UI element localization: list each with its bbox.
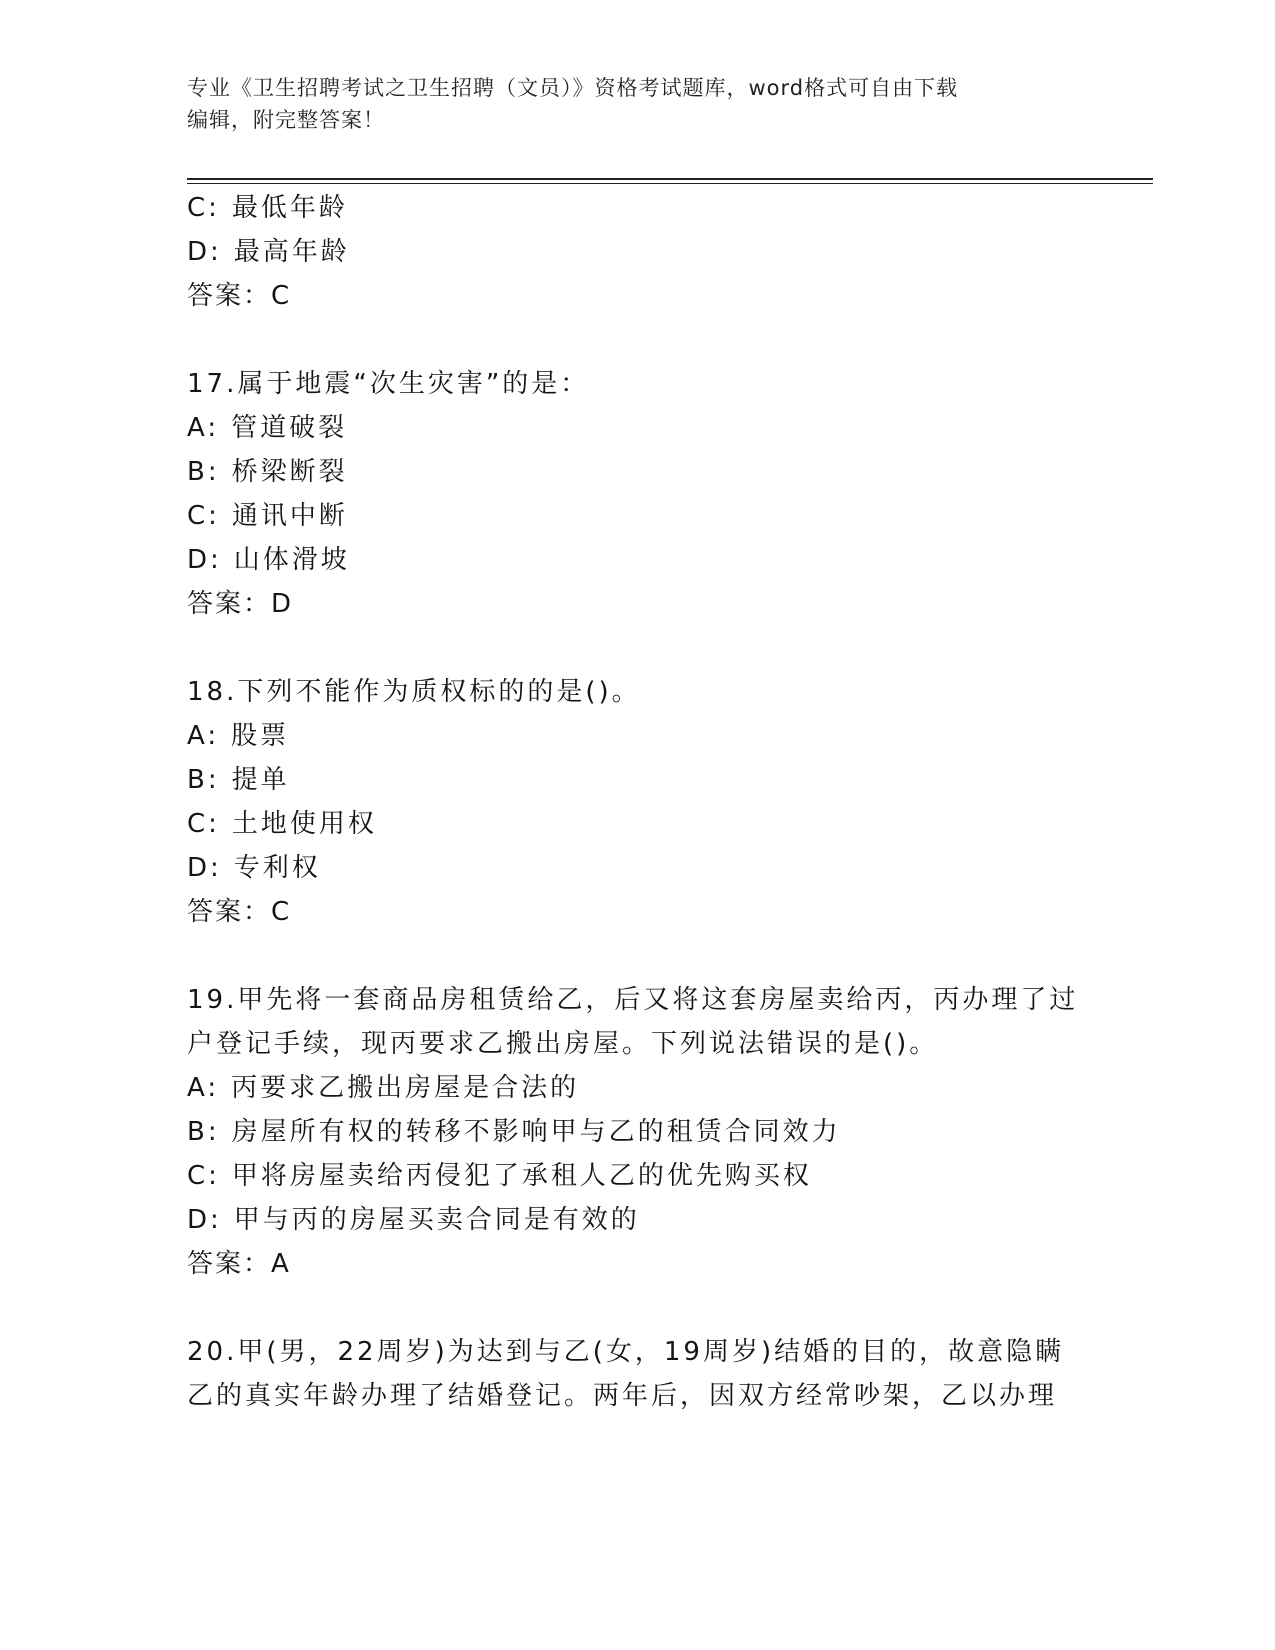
option-text: 丙要求乙搬出房屋是合法的 [231,1073,580,1103]
q16-option-d [187,234,350,270]
option-text: 山体滑坡 [233,545,350,575]
q17-option-b [187,454,348,490]
q19-stem-line-2: 户登记手续，现丙要求乙搬出房屋。下列说法错误的是()。 [187,1029,939,1059]
option-letter: C: [187,1161,220,1191]
option-letter: B: [187,765,220,795]
option-text: 最低年龄 [231,193,348,223]
q20-stem-line-2: 乙的真实年龄办理了结婚登记。两年后，因双方经常吵架，乙以办理 [187,1381,1058,1411]
option-letter: B: [187,1117,220,1147]
option-letter: D: [187,237,222,267]
q17-option-d [187,542,350,578]
q19-stem-line-1: 19.甲先将一套商品房租赁给乙，后又将这套房屋卖给丙，丙办理了过 [187,985,1079,1015]
q16-answer: 答案：C [187,281,292,311]
header-divider-thick [187,178,1153,180]
q20-stem-line-1: 20.甲(男，22周岁)为达到与乙(女，19周岁)结婚的目的，故意隐瞒 [187,1337,1065,1367]
q16-option-c [187,190,348,226]
q19-option-b [187,1114,841,1150]
option-letter: A: [187,721,220,751]
q17-stem: 17.属于地震“次生灾害”的是： [187,369,590,399]
header-title-line-2: 编辑，附完整答案！ [187,108,385,132]
q18-option-d [187,850,321,886]
option-letter: D: [187,853,222,883]
option-text: 甲与丙的房屋买卖合同是有效的 [233,1205,640,1235]
option-letter: C: [187,501,220,531]
q19-answer: 答案：A [187,1249,291,1279]
q17-option-c [187,498,348,534]
option-letter: B: [187,457,220,487]
option-text: 桥梁断裂 [231,457,348,487]
option-text: 专利权 [233,853,321,883]
option-letter: A: [187,413,220,443]
option-text: 通讯中断 [231,501,348,531]
option-text: 管道破裂 [231,413,348,443]
q19-option-d [187,1202,640,1238]
option-text: 甲将房屋卖给丙侵犯了承租人乙的优先购买权 [231,1161,812,1191]
q18-option-b [187,762,290,798]
header-divider-thin [187,183,1153,184]
header-title-line-1: 专业《卫生招聘考试之卫生招聘（文员）》资格考试题库，word格式可自由下载 [187,76,959,100]
option-text: 股票 [231,721,290,751]
option-text: 土地使用权 [231,809,377,839]
option-text: 房屋所有权的转移不影响甲与乙的租赁合同效力 [231,1117,841,1147]
q18-answer: 答案：C [187,897,292,927]
q19-option-a [187,1070,579,1106]
option-letter: D: [187,1205,222,1235]
q18-option-a [187,718,289,754]
option-letter: D: [187,545,222,575]
q17-option-a [187,410,347,446]
q17-answer: 答案：D [187,589,294,619]
q18-option-c [187,806,377,842]
q19-option-c [187,1158,812,1194]
option-letter: A: [187,1073,220,1103]
option-text: 最高年龄 [233,237,350,267]
option-letter: C: [187,193,220,223]
option-text: 提单 [231,765,290,795]
document-header [187,72,1087,136]
q18-stem: 18.下列不能作为质权标的的是()。 [187,677,641,707]
option-letter: C: [187,809,220,839]
